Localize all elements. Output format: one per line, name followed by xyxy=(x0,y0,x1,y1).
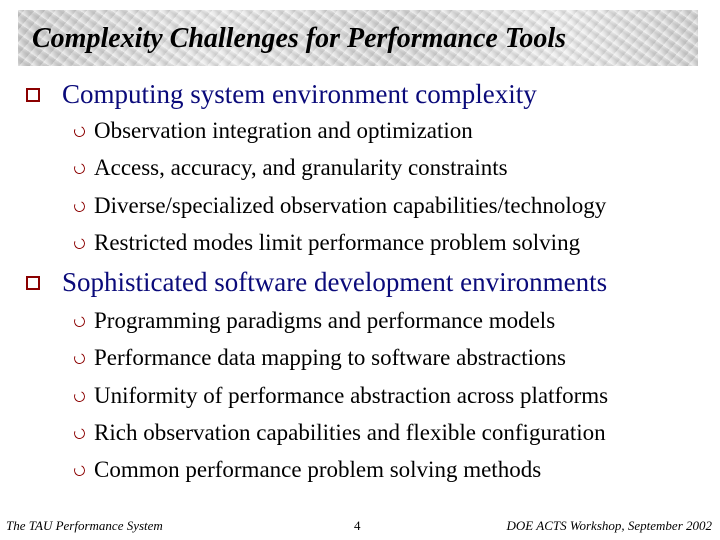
sub-bullet-text: Common performance problem solving methods xyxy=(94,457,542,482)
sub-bullet-item xyxy=(74,155,508,181)
footer-left: The TAU Performance System xyxy=(6,518,163,533)
circle-bullet-icon xyxy=(72,426,86,440)
sub-bullet-item xyxy=(74,457,541,483)
sub-bullet-text: Diverse/specialized observation capabilities/technology xyxy=(94,193,607,218)
square-bullet-icon xyxy=(26,276,40,290)
sub-bullet-text: Programming paradigms and performance models xyxy=(94,308,556,333)
circle-bullet-icon xyxy=(72,236,86,250)
bullet-item xyxy=(26,267,607,298)
sub-bullet-text: Rich observation capabilities and flexible configuration xyxy=(94,420,606,445)
sub-bullet-text: Access, accuracy, and granularity constraints xyxy=(94,155,508,180)
bullet-text: Computing system environment complexity xyxy=(62,79,537,109)
sub-bullet-item xyxy=(74,118,473,144)
sub-bullet-text: Restricted modes limit performance problem solving xyxy=(94,230,581,255)
circle-bullet-icon xyxy=(72,199,86,213)
sub-bullet-text: Uniformity of performance abstraction across platforms xyxy=(94,383,609,408)
footer-right: DOE ACTS Workshop, September 2002 xyxy=(506,518,712,533)
circle-bullet-icon xyxy=(72,124,86,138)
page-number: 4 xyxy=(354,518,361,533)
circle-bullet-icon xyxy=(72,161,86,175)
sub-bullet-item xyxy=(74,383,608,409)
sub-bullet-item xyxy=(74,308,555,334)
slide-title: Complexity Challenges for Performance Tools xyxy=(32,23,567,54)
circle-bullet-icon xyxy=(72,351,86,365)
title-bar xyxy=(18,10,698,66)
bullet-text: Sophisticated software development environments xyxy=(62,267,608,297)
sub-bullet-text: Performance data mapping to software abstractions xyxy=(94,345,566,370)
circle-bullet-icon xyxy=(72,314,86,328)
sub-bullet-item xyxy=(74,230,580,256)
sub-bullet-item xyxy=(74,420,606,446)
bullet-item xyxy=(26,79,537,110)
square-bullet-icon xyxy=(26,88,40,102)
circle-bullet-icon xyxy=(72,389,86,403)
sub-bullet-text: Observation integration and optimization xyxy=(94,118,473,143)
sub-bullet-item xyxy=(74,345,566,371)
sub-bullet-item xyxy=(74,193,606,219)
circle-bullet-icon xyxy=(72,463,86,477)
